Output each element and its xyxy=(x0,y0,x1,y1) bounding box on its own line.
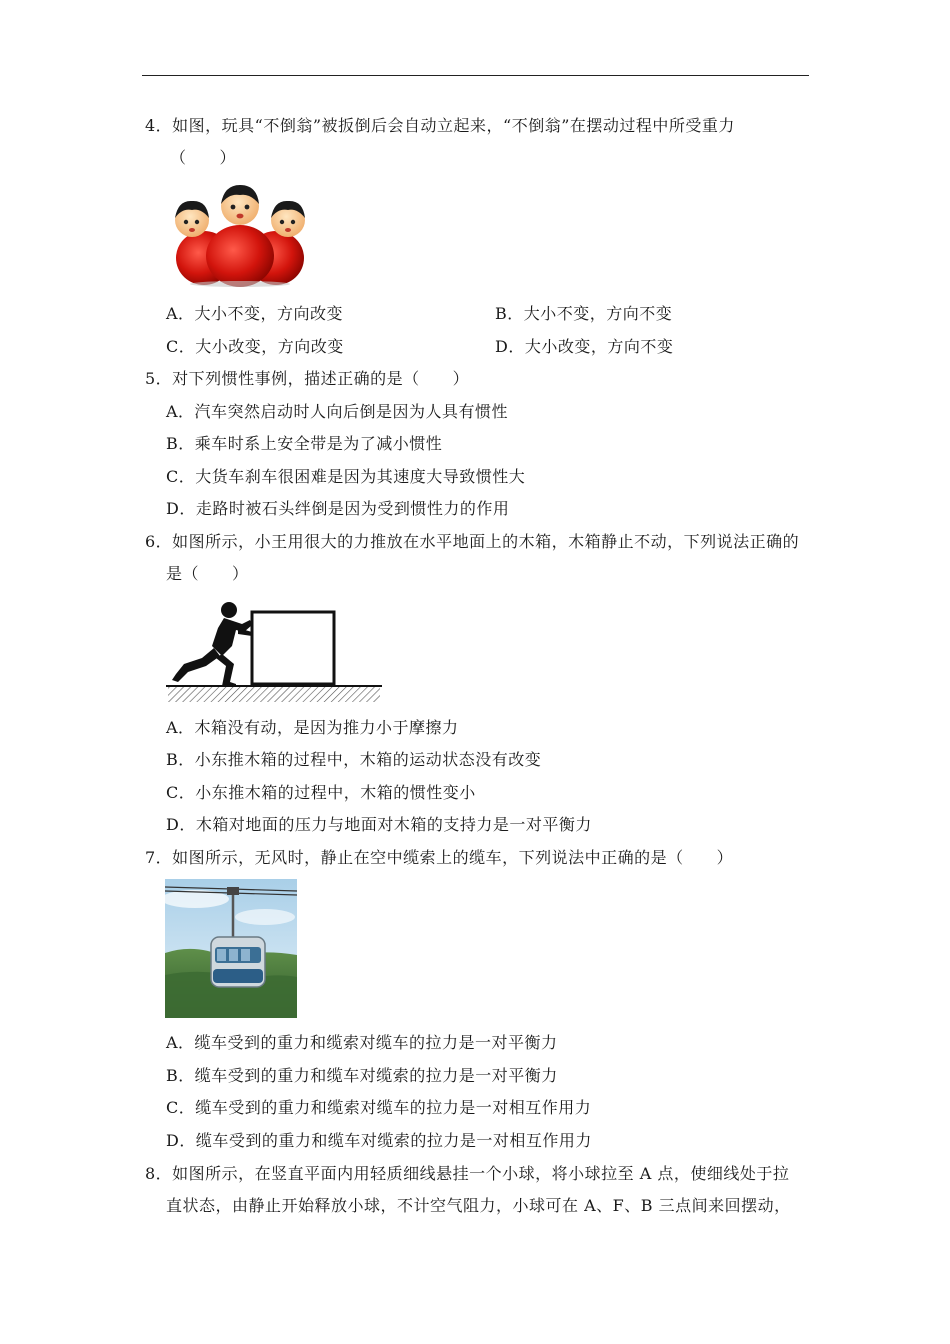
q4-stem-line1: 4．如图，玩具“不倒翁”被扳倒后会自动立起来，“不倒翁”在摆动过程中所受重力 xyxy=(145,116,735,135)
q7-option-d: D．缆车受到的重力和缆车对缆索的拉力是一对相互作用力 xyxy=(166,1131,592,1150)
q6-option-b: B．小东推木箱的过程中，木箱的运动状态没有改变 xyxy=(166,750,542,769)
q7-option-a: A．缆车受到的重力和缆索对缆车的拉力是一对平衡力 xyxy=(166,1033,558,1052)
push-box-figure xyxy=(166,598,382,706)
q4-option-c: C．大小改变，方向改变 xyxy=(166,337,344,356)
q5-option-b: B．乘车时系上安全带是为了减小惯性 xyxy=(166,434,443,453)
q5-stem: 5．对下列惯性事例，描述正确的是（ ） xyxy=(145,369,470,388)
q8-stem-line2: 直状态，由静止开始释放小球，不计空气阻力，小球可在 A、F、B 三点间来回摆动， xyxy=(166,1196,791,1215)
q4-option-a: A．大小不变，方向改变 xyxy=(166,304,344,323)
header-rule xyxy=(142,75,809,76)
q8-stem-line1: 8．如图所示，在竖直平面内用轻质细线悬挂一个小球，将小球拉至 A 点，使细线处于拉 xyxy=(145,1164,790,1183)
q5-option-c: C．大货车刹车很困难是因为其速度大导致惯性大 xyxy=(166,467,526,486)
q7-option-b: B．缆车受到的重力和缆车对缆索的拉力是一对平衡力 xyxy=(166,1066,558,1085)
q6-option-a: A．木箱没有动，是因为推力小于摩擦力 xyxy=(166,718,459,737)
q4-option-d: D．大小改变，方向不变 xyxy=(495,337,674,356)
q7-option-c: C．缆车受到的重力和缆索对缆车的拉力是一对相互作用力 xyxy=(166,1098,592,1117)
q4-stem-line2: （ ） xyxy=(170,148,237,167)
q6-option-c: C．小东推木箱的过程中，木箱的惯性变小 xyxy=(166,783,476,802)
q5-option-d: D．走路时被石头绊倒是因为受到惯性力的作用 xyxy=(166,499,510,518)
q6-stem-line1: 6．如图所示，小王用很大的力推放在水平地面上的木箱，木箱静止不动，下列说法正确的 xyxy=(145,532,800,551)
q6-option-d: D．木箱对地面的压力与地面对木箱的支持力是一对平衡力 xyxy=(166,815,592,834)
q4-option-b: B．大小不变，方向不变 xyxy=(495,304,673,323)
q5-option-a: A．汽车突然启动时人向后倒是因为人具有惯性 xyxy=(166,402,509,421)
tumbler-doll-image xyxy=(166,182,314,288)
q7-stem: 7．如图所示，无风时，静止在空中缆索上的缆车，下列说法中正确的是（ ） xyxy=(145,848,734,867)
q6-stem-line2: 是（ ） xyxy=(166,564,249,583)
cable-car-photo xyxy=(165,879,297,1018)
